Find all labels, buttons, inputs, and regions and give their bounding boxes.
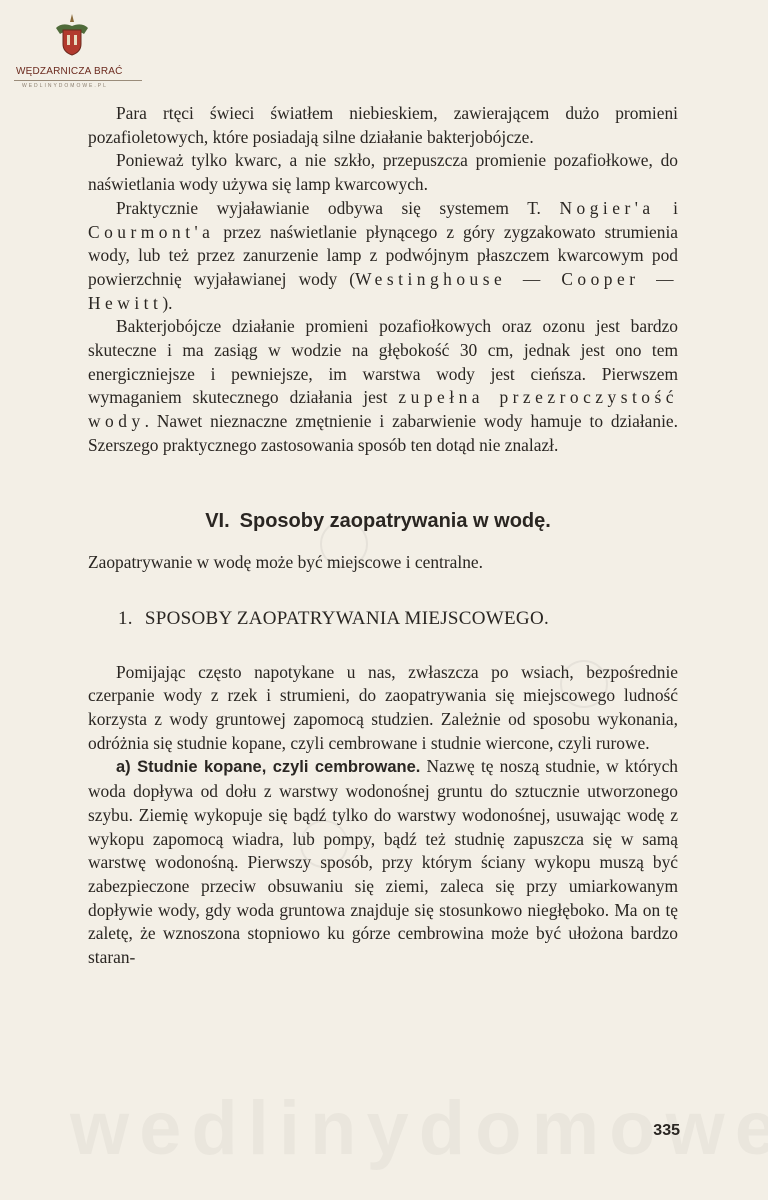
section-title: Sposoby zaopatrywania w wodę.: [239, 509, 551, 532]
section-number: VI.: [205, 509, 230, 532]
logo-title: WĘDZARNICZA BRAĆ: [16, 66, 123, 77]
paragraph: a) Studnie kopane, czyli cembrowane. Nazwę tę noszą studnie, w których woda dopływa od dołu z warstwy wodonośnej gruntu do sztucznie utworzonego szybu. Ziemię wykopuje się bądź tylko do warstwy wodonośnej, usuwając wodę z wykopu zapomocą wiadra, lub pompy, bądź też studnię zapuszcza się w samą warstwę wodonośną. Pierwszy sposób, przy którym ściany wykopu muszą być zabezpieczone przeciw obsuwaniu się ziemi, zaleca się przy umiarkowanym dopływie wody, gdy woda gruntowa znajduje się stosunkowo niegłęboko. Ma on tę zaletę, że wznoszona stopniowo ku górze cembrowina może być ułożona bardzo staran-: [88, 756, 678, 968]
logo-divider: [14, 80, 142, 81]
paragraph-label: a) Studnie kopane, czyli cembrowane.: [116, 758, 421, 777]
section-intro: Zaopatrywanie w wodę może być miejscowe i centralne.: [88, 552, 483, 573]
site-logo[interactable]: [0, 0, 150, 95]
paragraph: Ponieważ tylko kwarc, a nie szkło, przepuszcza promienie pozafiołkowe, do naświetlania wody używa się lamp kwarcowych.: [88, 150, 678, 195]
paragraph: Pomijając często napotykane u nas, zwłaszcza po wsiach, bezpośrednie czerpanie wody z rzek i strumieni, do zaopatrywania się miejscowego ludność korzysta z wody gruntowej zapomocą studzien. Zależnie od sposobu wykonania, odróżnia się studnie kopane, czyli cembrowane i studnie wiercone, czyli rurowe.: [88, 661, 678, 753]
subsection-number: 1.: [118, 607, 133, 629]
page-content: [88, 102, 678, 970]
logo-subtitle: WEDLINYDOMOWE.PL: [22, 83, 108, 89]
subsection-title: SPOSOBY ZAOPATRYWANIA MIEJSCOWEGO.: [144, 607, 550, 629]
spaced-name: Courmont'a: [88, 221, 215, 242]
spaced-name: Nogier'a: [559, 197, 655, 218]
paragraph: Para rtęci świeci światłem niebieskiem, zawierającem dużo promieni pozafioletowych, które posiadają silne działanie bakterjobójcze.: [88, 103, 678, 147]
page-number: 335: [653, 1122, 680, 1139]
watermark: [70, 1085, 710, 1172]
coat-of-arms-icon: [52, 12, 92, 58]
section-heading: [88, 510, 678, 534]
paragraph: Praktycznie wyjaławianie odbywa się systemem T. Nogier'a i Courmont'a przez naświetlanie płynącego z góry zygzakowato strumienia wody, lub też przez zanurzenie lamp z podwójnym płaszczem kwarcowym pod powierzchnię wyjaławianej wody (Westinghouse — Cooper — Hewitt).: [88, 197, 678, 313]
spaced-emphasis: zupełna przezroczystość wody: [88, 387, 678, 432]
paragraph: Bakterjobójcze działanie promieni pozafiołkowych oraz ozonu jest bardzo skuteczne i ma zasiąg w wodzie na głębokość 30 cm, jednak jest ono tem energiczniejsze i pewniejsze, im warstwa wody jest cieńsza. Pierwszem wymaganiem skutecznego działania jest zupełna przezroczystość wody. Nawet nieznaczne zmętnienie i zabarwienie wody hamuje to działanie. Szerszego praktycznego zastosowania sposób ten dotąd nie znalazł.: [88, 316, 678, 455]
spaced-name: Westinghouse — Cooper — Hewitt: [88, 268, 678, 313]
subsection-heading: [118, 607, 678, 631]
